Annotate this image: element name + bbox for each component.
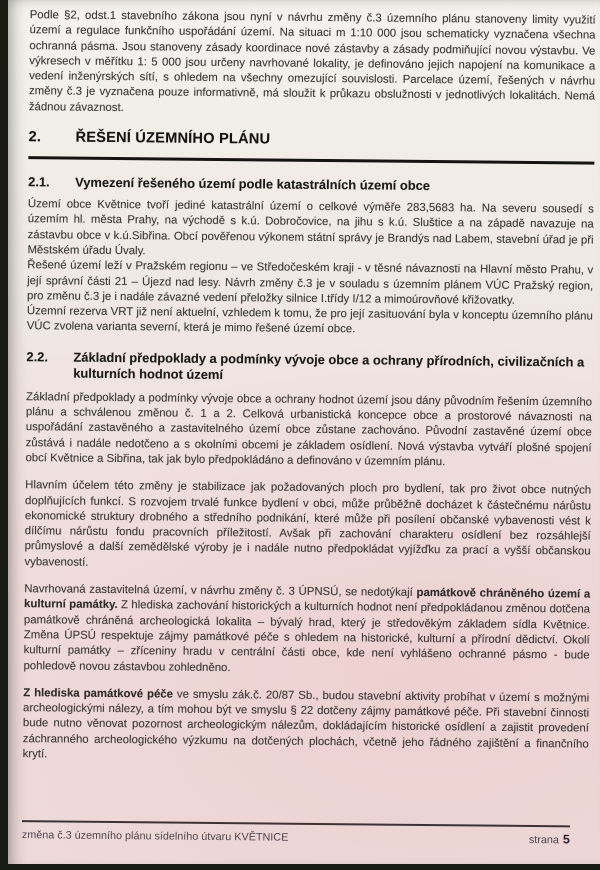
document-page bbox=[8, 0, 600, 864]
text-run: Územní rezerva VRT již není aktuelní, vzhledem k tomu, že pro její zasituování byla v konceptu územního plánu VÚC zvolena varianta severní, která je mimo řešené území obce. bbox=[26, 305, 593, 336]
section-2-2-heading bbox=[26, 349, 592, 386]
paragraph bbox=[23, 686, 590, 768]
text-run: Z hlediska zachování historických a kulturních hodnot není předpokládanou změnou dotčena památkově chráněná archeologická lokalita – bývalý hrad, který je středověkým základem sídla Květnice. Změna ÚPSÚ respektuje zájmy památkové péče s ohledem na historické, kulturní a přírodní dědictví. Okolí kulturní památky – zříceniny hradu v centrální části obce, kde není vyhlášeno ochranné pásmo - bude pohledově novou zástavbou zohledněno. bbox=[23, 599, 591, 674]
paragraph bbox=[27, 197, 594, 264]
text-run: Řešené území leží v Pražském regionu – ve Středočeském kraji - v těsné návaznosti na Hlavní město Prahu, v její správní části 21 – Újezd nad lesy. Návrh změny č.3 je v souladu s územním plánem VÚC Pražský region, pro změnu č.3 je i nadále závazné vedení přeložky silnice I.třídy I/12 a mimoúrovňové křižovatky. bbox=[26, 259, 594, 307]
paragraph bbox=[23, 582, 590, 679]
text-run: Základní předpoklady a podmínky vývoje obce a ochrany hodnot území jsou dány původním řešením územního plánu a schválenou změnou č. 1 a 2. Celková urbanistická koncepce obce a prostorové návaznosti na uspořádání zastavěného a zastavitelného území obce zůstane zachováno. Původní zastavěné území obce zůstává i nadále nedotčeno a s okolními obcemi je základem osídlení. Nová výstavba vytváří plošné spojení obcí Květnice a Sibřina, tak jak bylo předpokládáno a definováno v územním plánu. bbox=[25, 390, 593, 469]
bold-text-run: Z hlediska památkové péče bbox=[23, 686, 174, 701]
text-run: ve smyslu zák.č. 20/87 Sb., budou stavební aktivity probíhat v území s možnými archeologickými nálezy, a tím mohou být ve smyslu § 22 dotčeny zájmy památkové péče. Při stavební činnosti bude nutno věnovat pozornost archeologickým nálezům, dokládajícím historické osídlení a zajistit provedení záchranného archeologického výzkumu na dotčených plochách, včetně jeho řádného zajištění a finančního krytí. bbox=[22, 688, 590, 761]
section-2-number: 2. bbox=[28, 129, 42, 146]
footer-rule bbox=[22, 820, 570, 827]
text-run: Území obce Květnice tvoří jediné katastrální území o celkové výměře 283,5683 ha. Na severu sousedí s územím hl. města Prahy, na východě s k.ú. Dobročovice, na jihu s k.ú. Sluštice a na západě navazuje na zástavbu obce v k.ú.Sibřina. Obcí pověřenou výkonem státní správy je Brandýs nad Labem, stavební úřad je při Městském úřadu Úvaly. bbox=[27, 198, 594, 258]
footer-page-label: strana bbox=[528, 834, 559, 847]
footer-page-indicator bbox=[529, 832, 570, 849]
footer-document-title: změna č.3 územního plánu sídelního útvaru KVĚTNICE bbox=[21, 829, 289, 844]
section-2-1-number: 2.1. bbox=[28, 174, 50, 190]
section-2-title: ŘEŠENÍ ÚZEMNÍHO PLÁNU bbox=[75, 129, 271, 148]
section-2-2-title: Základní předpoklady a podmínky vývoje obce a ochrany přírodních, civilizačních a kulturních hodnot území bbox=[73, 349, 585, 382]
text-run: Hlavním účelem této změny je stabilizace jak požadovaných ploch pro bydlení, tak pro život obce nutných doplňujících funkcí. S rozvojem trvalé funkce bydlení v obci, může průběžně docházet k částečnému nárůstu ekonomické struktury drobného a středního podnikání, které může při posílení občanské vybavenosti vést k dílčímu nárůstu fondu pracovních příležitostí. Avšak při zachování charakteru osídlení bez rozsáhlejší průmyslové a další zemědělské výroby je i nadále nutno předpokládat vyjížďku za prací a vyšší občanskou vybaveností. bbox=[24, 479, 592, 569]
section-heading-rule bbox=[28, 156, 594, 164]
paragraph bbox=[29, 8, 596, 121]
page-content bbox=[8, 0, 600, 870]
section-2-1-heading bbox=[28, 174, 594, 195]
section-2-1-title: Vymezení řešeného území podle katastrálních území obce bbox=[75, 174, 431, 194]
paragraph bbox=[27, 304, 593, 340]
intro-paragraphs bbox=[29, 8, 596, 121]
text-run: Podle §2, odst.1 stavebního zákona jsou nyní v návrhu změny č.3 územního plánu stanoveny limity využití území a regulace funkčního uspořádání území. Na situaci m 1:10 000 jsou schematicky vyznačena všechna ochranná pásma. Jsou stanoveny zásady koordinace nové zástavby a zásady podmiňující novou výstavbu. Ve výkresech v měřítku 1: 5 000 jsou určeny navrhované lokality, je definováno jejich napojení na komunikace a vedení inženýrských sítí, s ohledem na všechny omezující souvislosti. Parcelace území, řešených v návrhu změny č.3 je vyznačena pouze informativně, má sloužit k průkazu obslužnosti v jednotlivých lokalitách. Nemá žádnou závaznost. bbox=[28, 9, 596, 114]
paragraph bbox=[27, 258, 593, 309]
footer-page-number: 5 bbox=[562, 832, 570, 847]
text-run: Navrhovaná zastavitelná území, v návrhu změny č. 3 ÚPNSÚ, se nedotýkají bbox=[24, 583, 417, 599]
section-2-1-paragraphs bbox=[27, 197, 594, 340]
page-footer bbox=[22, 820, 570, 849]
paragraph bbox=[25, 390, 592, 472]
section-2-heading bbox=[28, 129, 594, 151]
bold-text-run: památkově chráněného území a kulturní památky. bbox=[24, 586, 591, 612]
section-2-2-number: 2.2. bbox=[26, 348, 49, 365]
section-2-2-paragraphs bbox=[23, 390, 593, 768]
paragraph bbox=[24, 478, 591, 575]
